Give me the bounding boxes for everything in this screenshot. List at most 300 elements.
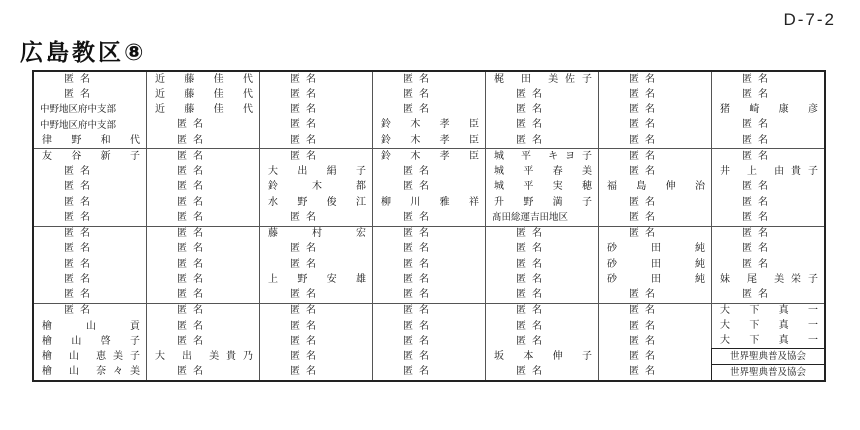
name-text: 匿 名	[64, 305, 90, 317]
name-text: 城 平 春 美	[494, 166, 592, 178]
name-entry	[260, 365, 372, 380]
name-entry	[373, 149, 485, 164]
name-entry	[147, 195, 259, 210]
name-text: 匿 名	[290, 88, 316, 100]
name-text: 髙田総運吉田地区	[492, 212, 569, 224]
name-entry	[599, 350, 711, 365]
name-text: 匿 名	[742, 134, 768, 146]
name-text: 中野地区府中支部	[40, 104, 117, 116]
name-text: 匿 名	[64, 289, 90, 301]
name-text: 藤 村 宏	[268, 228, 366, 240]
roster-block	[34, 304, 146, 380]
name-text: 匿 名	[629, 119, 655, 131]
name-entry	[599, 103, 711, 118]
roster-block	[599, 227, 711, 304]
name-entry	[34, 195, 146, 210]
name-text: 近 藤 佳 代	[155, 104, 253, 116]
name-text: 世界聖典普及協会	[729, 350, 806, 362]
name-text: 世界聖典普及協会	[729, 366, 806, 378]
name-text: 匿 名	[403, 211, 429, 223]
roster-block	[599, 149, 711, 226]
name-entry	[486, 365, 598, 380]
name-text: 近 藤 佳 代	[155, 88, 253, 100]
name-text: 匿 名	[403, 166, 429, 178]
name-entry	[712, 304, 824, 319]
name-text: 友 谷 新 子	[42, 150, 140, 162]
name-text: 匿 名	[403, 351, 429, 363]
name-text: 匿 名	[177, 335, 203, 347]
name-text: 匿 名	[290, 150, 316, 162]
name-text: 匿 名	[516, 104, 542, 116]
name-text: 坂 本 伸 子	[494, 351, 592, 363]
name-entry	[712, 118, 824, 133]
roster-block	[599, 72, 711, 149]
roster-block	[486, 149, 598, 226]
name-entry	[373, 165, 485, 180]
name-text: 匿 名	[516, 88, 542, 100]
name-entry	[373, 227, 485, 242]
name-text: 水 野 俊 江	[268, 196, 366, 208]
roster-block	[486, 304, 598, 380]
name-text: 匿 名	[290, 335, 316, 347]
name-text: 匿 名	[403, 289, 429, 301]
name-entry	[486, 257, 598, 272]
name-text: 匿 名	[629, 150, 655, 162]
name-text: 大 出 絹 子	[268, 166, 366, 178]
name-entry	[373, 257, 485, 272]
name-entry	[373, 133, 485, 148]
name-entry	[486, 319, 598, 334]
name-text: 匿 名	[290, 289, 316, 301]
name-text: 匿 名	[290, 351, 316, 363]
name-text: 檜 山 啓 子	[42, 335, 140, 347]
name-entry	[486, 350, 598, 365]
name-text: 匿 名	[290, 305, 316, 317]
name-text: 匿 名	[403, 305, 429, 317]
name-entry	[486, 227, 598, 242]
name-text: 匿 名	[177, 258, 203, 270]
name-text: 匿 名	[403, 88, 429, 100]
name-text: 大 出 美貴乃	[155, 351, 253, 363]
name-entry	[373, 365, 485, 380]
name-text: 升 野 満 子	[494, 196, 592, 208]
name-text: 匿 名	[516, 320, 542, 332]
name-text: 匿 名	[742, 243, 768, 255]
name-text: 中野地区府中支部	[40, 119, 117, 131]
name-text: 匿 名	[177, 228, 203, 240]
name-entry	[147, 288, 259, 303]
name-text: 匿 名	[403, 335, 429, 347]
name-text: 匿 名	[403, 228, 429, 240]
name-entry	[147, 133, 259, 148]
name-entry	[373, 72, 485, 87]
name-text: 城 平 キヨ子	[494, 150, 592, 162]
name-entry	[34, 133, 146, 148]
name-text: 匿 名	[64, 181, 90, 193]
name-text: 匿 名	[742, 88, 768, 100]
page-code: D-7-2	[783, 10, 836, 29]
name-entry	[260, 133, 372, 148]
name-text: 匿 名	[64, 166, 90, 178]
name-text: 匿 名	[290, 211, 316, 223]
name-entry	[712, 257, 824, 272]
name-entry	[712, 242, 824, 257]
name-text: 匿 名	[629, 166, 655, 178]
name-text: 匿 名	[290, 258, 316, 270]
name-entry	[599, 87, 711, 102]
name-entry	[599, 365, 711, 380]
name-text: 梶 田 美佐子	[494, 73, 592, 85]
name-text: 匿 名	[177, 181, 203, 193]
name-entry	[34, 304, 146, 319]
name-entry	[599, 133, 711, 148]
name-text: 匿 名	[64, 73, 90, 85]
name-entry	[599, 304, 711, 319]
name-text: 大 下 真 一	[720, 305, 818, 317]
name-text: 鈴 木 都	[268, 181, 366, 193]
name-entry	[34, 210, 146, 225]
name-text: 檜 山 恵美子	[42, 351, 140, 363]
name-text: 匿 名	[403, 258, 429, 270]
name-text: 匿 名	[516, 335, 542, 347]
name-entry	[486, 118, 598, 133]
roster-column	[599, 72, 712, 380]
name-entry	[711, 348, 824, 364]
roster-column	[712, 72, 824, 380]
name-text: 匿 名	[629, 88, 655, 100]
name-text: 匿 名	[629, 289, 655, 301]
name-entry	[260, 195, 372, 210]
name-entry	[486, 304, 598, 319]
roster-block	[373, 304, 485, 380]
roster-block	[260, 227, 372, 304]
name-entry	[599, 319, 711, 334]
name-entry	[260, 210, 372, 225]
name-entry	[373, 180, 485, 195]
roster-block	[34, 149, 146, 226]
name-entry	[147, 334, 259, 349]
name-entry	[34, 72, 146, 87]
name-text: 福 島 伸 治	[607, 181, 705, 193]
name-entry	[147, 72, 259, 87]
name-entry	[34, 242, 146, 257]
name-text: 匿 名	[742, 289, 768, 301]
name-entry	[260, 87, 372, 102]
name-entry	[147, 87, 259, 102]
name-text: 匿 名	[403, 243, 429, 255]
name-text: 匿 名	[629, 366, 655, 378]
name-entry	[34, 87, 146, 102]
name-entry	[486, 149, 598, 164]
name-text: 匿 名	[516, 305, 542, 317]
name-entry	[260, 334, 372, 349]
name-entry	[260, 118, 372, 133]
name-entry	[34, 165, 146, 180]
name-entry	[712, 149, 824, 164]
name-entry	[373, 103, 485, 118]
name-entry	[147, 103, 259, 118]
name-entry	[34, 365, 146, 380]
name-text: 匿 名	[177, 119, 203, 131]
name-text: 匿 名	[64, 273, 90, 285]
name-text: 匿 名	[516, 134, 542, 146]
name-entry	[373, 118, 485, 133]
name-entry	[712, 165, 824, 180]
name-text: 鈴 木 孝 臣	[381, 134, 479, 146]
name-text: 匿 名	[177, 320, 203, 332]
roster-block	[147, 149, 259, 226]
roster-block	[373, 227, 485, 304]
roster-block	[373, 72, 485, 149]
name-entry	[599, 272, 711, 287]
name-text: 匿 名	[403, 181, 429, 193]
name-entry	[147, 242, 259, 257]
name-text: 匿 名	[403, 366, 429, 378]
roster-block	[147, 227, 259, 304]
name-entry	[260, 149, 372, 164]
name-text: 砂 田 純	[607, 258, 705, 270]
name-text: 匿 名	[629, 211, 655, 223]
name-entry	[260, 165, 372, 180]
name-entry	[599, 195, 711, 210]
name-text: 匿 名	[177, 273, 203, 285]
name-entry	[260, 304, 372, 319]
name-entry	[373, 334, 485, 349]
roster-block	[712, 149, 824, 226]
name-entry	[147, 227, 259, 242]
name-text: 匿 名	[177, 243, 203, 255]
name-entry	[712, 210, 824, 225]
name-entry	[599, 149, 711, 164]
name-entry	[147, 304, 259, 319]
name-entry	[260, 103, 372, 118]
name-entry	[599, 210, 711, 225]
name-text: 城 平 実 穂	[494, 181, 592, 193]
name-entry	[147, 210, 259, 225]
name-entry	[599, 257, 711, 272]
name-entry	[486, 210, 598, 225]
roster-column	[34, 72, 147, 380]
name-entry	[486, 195, 598, 210]
name-entry	[599, 72, 711, 87]
roster-block	[260, 72, 372, 149]
name-text: 匿 名	[403, 273, 429, 285]
name-entry	[34, 103, 146, 118]
name-entry	[486, 180, 598, 195]
name-text: 匿 名	[742, 150, 768, 162]
name-entry	[486, 242, 598, 257]
roster-block	[712, 72, 824, 149]
roster-block	[599, 304, 711, 380]
name-entry	[34, 350, 146, 365]
roster-block	[260, 304, 372, 380]
name-text: 匿 名	[64, 196, 90, 208]
roster-column	[486, 72, 599, 380]
name-text: 匿 名	[403, 104, 429, 116]
name-text: 匿 名	[629, 104, 655, 116]
name-entry	[486, 272, 598, 287]
name-entry	[34, 180, 146, 195]
name-text: 匿 名	[742, 228, 768, 240]
name-entry	[34, 319, 146, 334]
name-text: 律 野 和 代	[42, 134, 140, 146]
name-entry	[486, 334, 598, 349]
name-entry	[34, 149, 146, 164]
name-text: 匿 名	[629, 73, 655, 85]
roster-block	[260, 149, 372, 226]
name-entry	[373, 350, 485, 365]
name-entry	[373, 272, 485, 287]
name-entry	[34, 288, 146, 303]
name-text: 匿 名	[742, 211, 768, 223]
name-entry	[260, 272, 372, 287]
name-text: 匿 名	[64, 211, 90, 223]
name-entry	[599, 288, 711, 303]
name-entry	[712, 272, 824, 287]
name-entry	[599, 334, 711, 349]
page-title: 広島教区⑧	[20, 40, 147, 66]
name-entry	[147, 180, 259, 195]
name-text: 匿 名	[64, 258, 90, 270]
donor-roster-table	[32, 70, 826, 382]
name-entry	[147, 257, 259, 272]
roster-block	[373, 149, 485, 226]
name-text: 匿 名	[290, 320, 316, 332]
name-text: 匿 名	[516, 273, 542, 285]
name-text: 砂 田 純	[607, 243, 705, 255]
name-entry	[712, 319, 824, 334]
name-entry	[599, 227, 711, 242]
name-entry	[260, 319, 372, 334]
name-text: 匿 名	[516, 366, 542, 378]
name-text: 匿 名	[629, 335, 655, 347]
name-entry	[712, 288, 824, 303]
name-text: 匿 名	[403, 73, 429, 85]
name-entry	[260, 242, 372, 257]
name-text: 匿 名	[290, 243, 316, 255]
name-text: 大 下 真 一	[720, 334, 818, 346]
name-text: 匿 名	[629, 228, 655, 240]
name-entry	[260, 180, 372, 195]
name-text: 檜 山 奈々美	[42, 366, 140, 378]
name-text: 匿 名	[177, 305, 203, 317]
name-text: 匿 名	[742, 119, 768, 131]
name-text: 井 上 由貴子	[720, 166, 818, 178]
name-text: 妹 尾 美栄子	[720, 273, 818, 285]
name-entry	[147, 118, 259, 133]
name-entry	[34, 118, 146, 133]
name-text: 匿 名	[629, 320, 655, 332]
name-entry	[260, 257, 372, 272]
name-entry	[373, 210, 485, 225]
name-text: 匿 名	[64, 228, 90, 240]
roster-block	[486, 227, 598, 304]
name-entry	[712, 133, 824, 148]
name-text: 猪 崎 康 彦	[720, 104, 818, 116]
name-text: 匿 名	[290, 366, 316, 378]
name-entry	[373, 288, 485, 303]
name-entry	[711, 364, 824, 380]
name-text: 匿 名	[177, 196, 203, 208]
name-text: 近 藤 佳 代	[155, 73, 253, 85]
name-entry	[373, 195, 485, 210]
name-text: 匿 名	[403, 320, 429, 332]
roster-block	[34, 227, 146, 304]
name-text: 匿 名	[516, 228, 542, 240]
name-entry	[147, 365, 259, 380]
name-entry	[260, 72, 372, 87]
name-text: 匿 名	[629, 351, 655, 363]
name-text: 匿 名	[177, 289, 203, 301]
roster-block	[712, 304, 824, 380]
name-text: 匿 名	[177, 166, 203, 178]
name-entry	[712, 195, 824, 210]
name-text: 匿 名	[742, 258, 768, 270]
name-entry	[599, 242, 711, 257]
roster-block	[486, 72, 598, 149]
name-entry	[712, 180, 824, 195]
name-text: 匿 名	[64, 88, 90, 100]
name-entry	[373, 87, 485, 102]
name-text: 匿 名	[177, 211, 203, 223]
name-entry	[147, 319, 259, 334]
name-text: 匿 名	[290, 73, 316, 85]
name-entry	[486, 72, 598, 87]
name-entry	[712, 72, 824, 87]
name-text: 砂 田 純	[607, 273, 705, 285]
name-entry	[373, 304, 485, 319]
name-entry	[486, 133, 598, 148]
name-text: 匿 名	[742, 73, 768, 85]
roster-block	[712, 227, 824, 304]
name-text: 匿 名	[177, 150, 203, 162]
name-entry	[34, 272, 146, 287]
roster-block	[147, 72, 259, 149]
roster-block	[147, 304, 259, 380]
name-text: 匿 名	[516, 243, 542, 255]
name-entry	[599, 165, 711, 180]
name-entry	[260, 288, 372, 303]
name-entry	[486, 87, 598, 102]
name-entry	[147, 165, 259, 180]
name-text: 匿 名	[629, 305, 655, 317]
name-text: 匿 名	[516, 289, 542, 301]
name-entry	[599, 180, 711, 195]
name-entry	[34, 227, 146, 242]
name-entry	[486, 165, 598, 180]
name-text: 匿 名	[290, 134, 316, 146]
name-text: 匿 名	[629, 134, 655, 146]
name-text: 匿 名	[290, 119, 316, 131]
name-text: 鈴 木 孝 臣	[381, 150, 479, 162]
name-text: 大 下 真 一	[720, 320, 818, 332]
name-text: 匿 名	[742, 196, 768, 208]
name-entry	[373, 242, 485, 257]
name-entry	[147, 149, 259, 164]
name-text: 柳 川 雅 祥	[381, 196, 479, 208]
name-text: 匿 名	[629, 196, 655, 208]
name-entry	[34, 257, 146, 272]
name-entry	[712, 103, 824, 118]
name-entry	[712, 227, 824, 242]
name-text: 檜 山 貢	[42, 320, 140, 332]
roster-column	[260, 72, 373, 380]
name-text: 上 野 安 雄	[268, 273, 366, 285]
name-text: 匿 名	[64, 243, 90, 255]
name-text: 匿 名	[742, 181, 768, 193]
name-text: 匿 名	[516, 119, 542, 131]
name-entry	[147, 350, 259, 365]
